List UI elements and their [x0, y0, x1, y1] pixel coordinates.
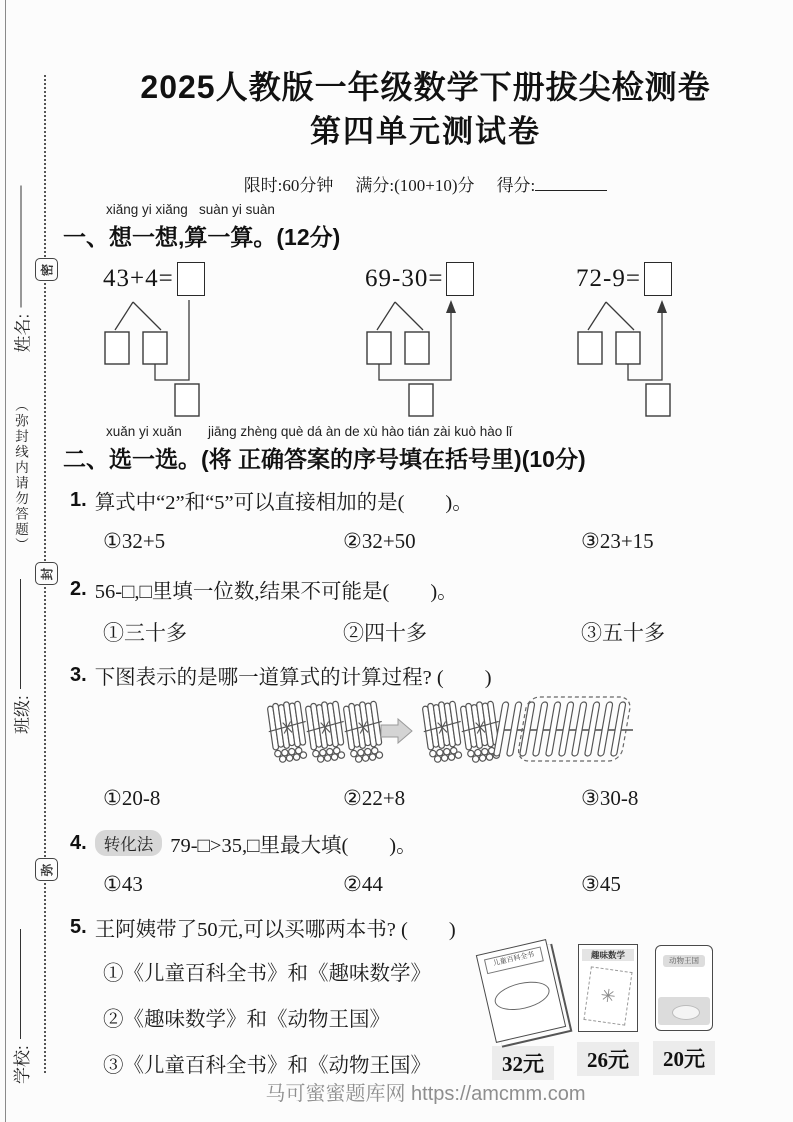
- question-2-options: [103, 617, 743, 647]
- answer-box: [446, 262, 474, 296]
- full-score-label: 满分:(100+10)分: [355, 176, 475, 195]
- math-problem-1: [103, 260, 273, 420]
- option-1: ①三十多: [103, 621, 187, 645]
- option-1: ①《儿童百科全书》和《趣味数学》: [103, 963, 431, 985]
- price-tag: 32元: [492, 1046, 554, 1080]
- option-3: ③23+15: [581, 529, 654, 553]
- section1-heading: 一、想一想,算一算。(12分): [63, 224, 341, 250]
- question-text: 56-□,□里填一位数,结果不可能是( )。: [94, 581, 458, 603]
- question-text: 算式中“2”和“5”可以直接相加的是( )。: [94, 492, 473, 514]
- question-number: 1.: [70, 488, 87, 511]
- answer-box: [644, 262, 672, 296]
- equation-row: [103, 260, 273, 298]
- book-cover-fun-math: [578, 944, 638, 1032]
- option-2: ②四十多: [343, 621, 427, 645]
- book-encyclopedia: [483, 942, 563, 1080]
- score-label: 得分:: [496, 176, 536, 195]
- question-number: 2.: [70, 577, 87, 600]
- number-split-diagram: [365, 298, 515, 420]
- question-4-options: [103, 872, 743, 897]
- stick-bundle: [265, 700, 311, 764]
- question-4: [70, 828, 417, 858]
- question-1-options: [103, 529, 743, 554]
- option-1: ①20-8: [103, 786, 161, 810]
- option-1: ①32+5: [103, 529, 166, 553]
- option-3: ③45: [581, 872, 621, 896]
- loose-sticks-group: [493, 697, 632, 761]
- school-blank-line: [20, 929, 21, 1039]
- math-problem-2: [365, 260, 535, 420]
- option-2: ②《趣味数学》和《动物王国》: [103, 1009, 390, 1031]
- stick-bundle: [420, 700, 466, 764]
- page-edge-line: [5, 0, 6, 1122]
- question-number: 3.: [70, 663, 87, 686]
- book-title-text: 动物王国: [663, 955, 705, 967]
- equation-row: [576, 260, 746, 298]
- score-blank-line: [535, 172, 607, 191]
- school-label: 学校:: [12, 1045, 32, 1084]
- question-3-options: [103, 786, 743, 811]
- book-fun-math: [577, 942, 639, 1076]
- question-text: 下图表示的是哪一道算式的计算过程? ( ): [94, 667, 492, 689]
- price-tag: 26元: [577, 1042, 639, 1076]
- class-label: 班级:: [12, 695, 32, 734]
- option-2: ②44: [343, 872, 383, 896]
- student-class-field: [9, 562, 31, 734]
- question-text: 王阿姨带了50元,可以买哪两本书? ( ): [94, 919, 456, 941]
- equation-row: [365, 260, 535, 298]
- question-number: 4.: [70, 831, 87, 854]
- option-3: ③五十多: [581, 621, 665, 645]
- stick-bundle: [341, 700, 387, 764]
- section1-pinyin: xiǎng yi xiǎng suàn yi suàn: [106, 202, 275, 217]
- paper-title: 2025人教版一年级数学下册拔尖检测卷: [140, 69, 711, 105]
- seal-line-note: （弥封线内请勿答题）: [13, 398, 28, 553]
- student-school-field: [9, 912, 31, 1084]
- number-split-diagram: [576, 298, 726, 420]
- section1-problems-row: [58, 260, 793, 420]
- name-label: 姓名:: [13, 313, 32, 353]
- cover-band-art: [658, 997, 710, 1025]
- question-text: 79-□>35,□里最大填( )。: [170, 835, 417, 857]
- method-badge: 转化法: [95, 830, 163, 856]
- question-number: 5.: [70, 915, 87, 938]
- student-name-field: [10, 168, 32, 353]
- option-1: ①43: [103, 872, 143, 896]
- book-cover-animal-kingdom: [655, 945, 713, 1031]
- paper-main-content: [58, 0, 793, 1122]
- cover-oval-art: [492, 977, 552, 1015]
- section2-heading: 二、选一选。(将 正确答案的序号填在括号里)(10分): [63, 446, 586, 472]
- counting-sticks-figure: [263, 694, 641, 782]
- book-title-text: 儿童百科全书: [484, 946, 544, 974]
- section2-pinyin: xuǎn yi xuǎn jiāng zhèng què dá àn de xù hào tián zài kuò hào lǐ: [106, 424, 513, 439]
- price-tag: 20元: [653, 1041, 715, 1075]
- option-3: ③《儿童百科全书》和《动物王国》: [103, 1055, 431, 1077]
- equation-text: 69-30=: [365, 265, 444, 292]
- equation-text: 43+4=: [103, 265, 174, 292]
- paper-subtitle: 第四单元测试卷: [310, 114, 541, 149]
- question-5: [70, 912, 456, 942]
- cover-doodle-art: ✳: [583, 966, 632, 1025]
- number-split-diagram: [103, 298, 253, 420]
- option-2: ②32+50: [343, 529, 416, 553]
- question-1: [70, 485, 473, 515]
- book-animal-kingdom: [653, 942, 715, 1075]
- option-3: ③30-8: [581, 786, 639, 810]
- time-limit-label: 限时:60分钟: [243, 176, 334, 195]
- stick-bundle: [303, 700, 349, 764]
- seal-stamp-mi: 密: [35, 258, 58, 281]
- book-cover-encyclopedia: [476, 939, 566, 1043]
- transform-arrow-icon: [381, 719, 412, 743]
- name-blank-line: [20, 186, 21, 308]
- book-price-figure: [483, 942, 715, 1080]
- question-3: [70, 660, 492, 690]
- answer-box: [177, 262, 205, 296]
- question-2: [70, 574, 458, 604]
- source-watermark: 马可蜜蜜题库网 https://amcmm.com: [265, 1083, 586, 1105]
- book-title-text: 趣味数学: [582, 949, 634, 961]
- math-problem-3: [576, 260, 746, 420]
- score-field: [497, 171, 608, 196]
- class-blank-line: [20, 579, 21, 689]
- option-2: ②22+8: [343, 786, 406, 810]
- exam-meta-row: [58, 171, 793, 196]
- equation-text: 72-9=: [576, 265, 641, 292]
- seal-stamp-ni: 弥: [35, 858, 58, 881]
- seal-stamp-feng: 封: [35, 562, 58, 585]
